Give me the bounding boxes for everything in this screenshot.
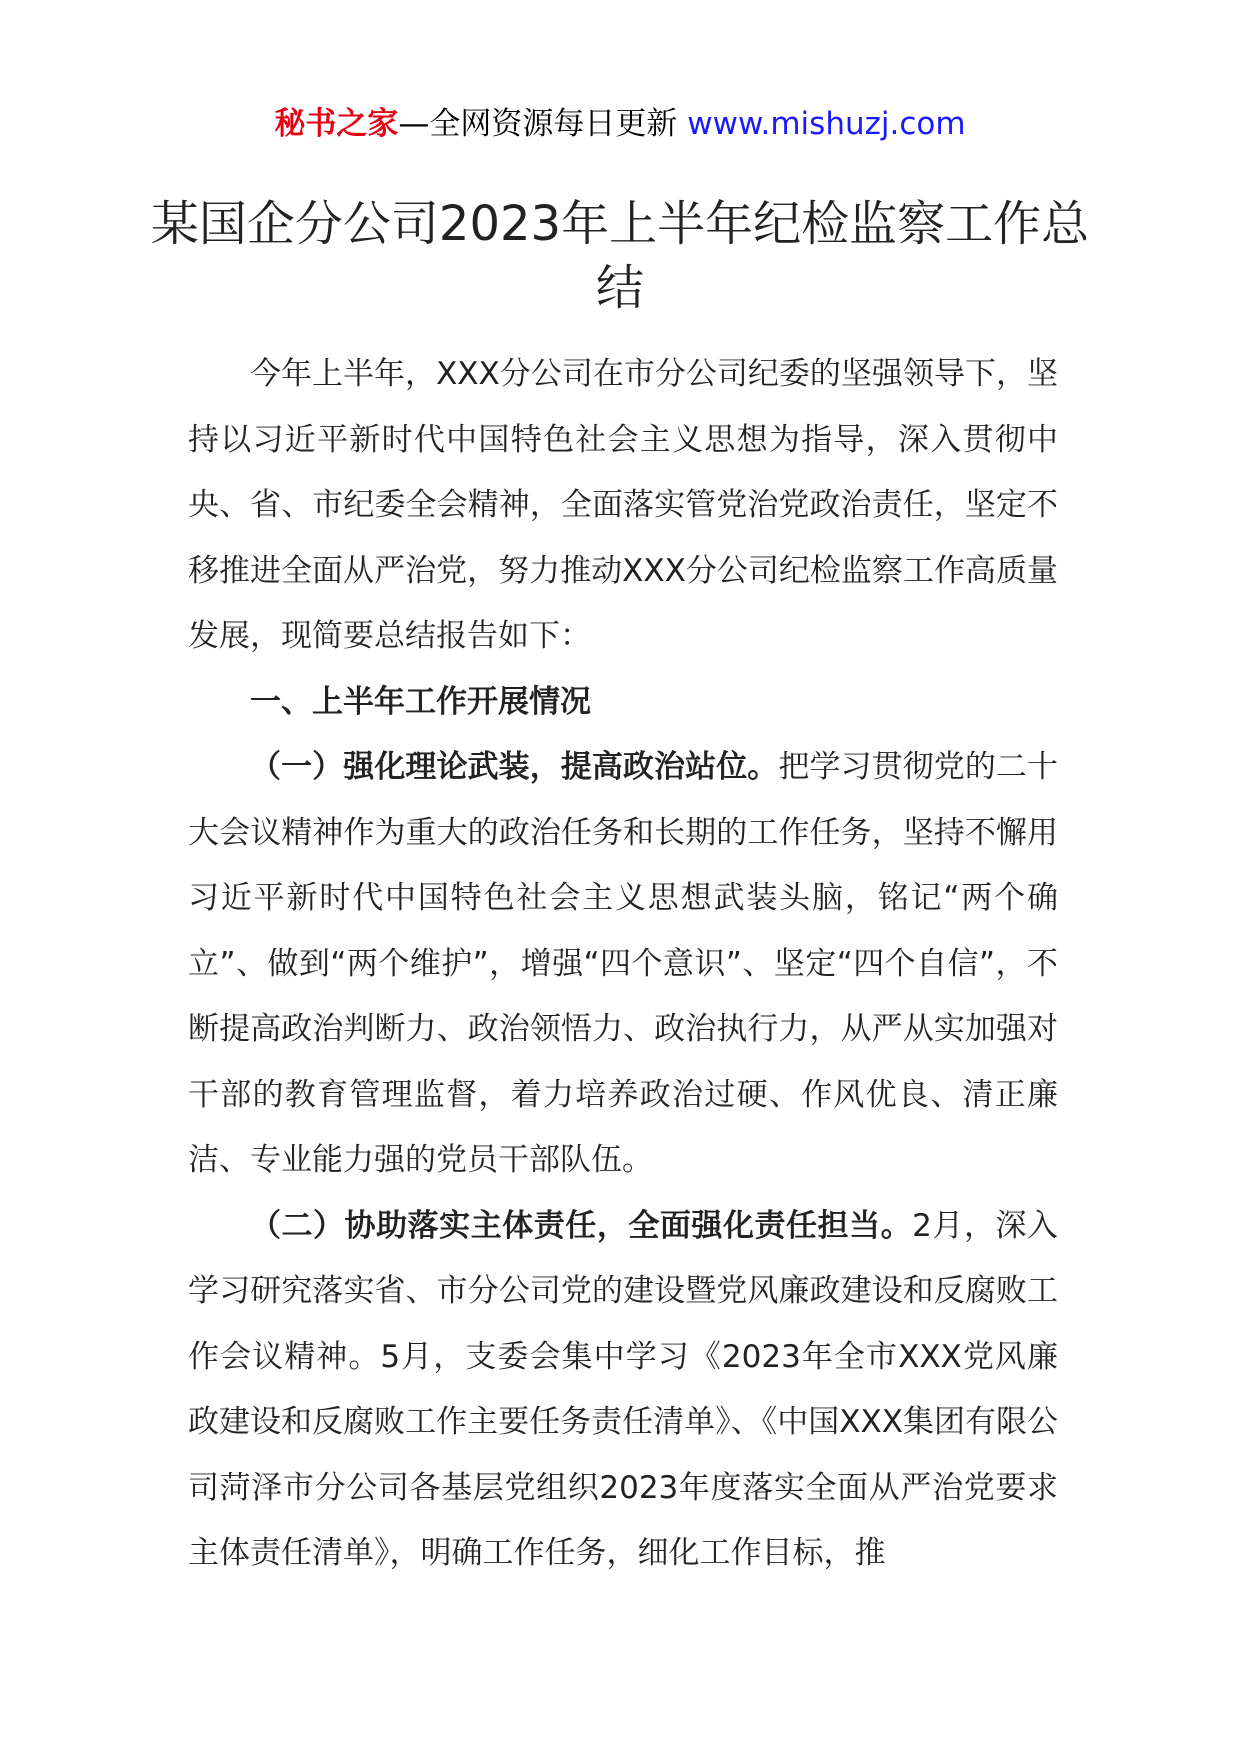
brand-name: 秘书之家 — [274, 106, 399, 142]
item-1-body: 把学习贯彻党的二十大会议精神作为重大的政治任务和长期的工作任务，坚持不懈用习近平新时代中国特色社会主义思想武装头脑，铭记“两个确立”、做到“两个维护”，增强“四个意识”、坚定“四个自信”，不断提高政治判断力、政治领悟力、政治执行力，从严从实加强对干部的教育管理监督，着力培养政治过硬、作风优良、清正廉洁、专业能力强的党员干部队伍。 — [188, 749, 1058, 1178]
site-url-link[interactable]: www.mishuzj.com — [687, 106, 966, 142]
item-2-lead: （二）协助落实主体责任，全面强化责任担当。 — [250, 1207, 913, 1244]
intro-paragraph: 今年上半年，XXX分公司在市分公司纪委的坚强领导下，坚持以习近平新时代中国特色社会主义思想为指导，深入贯彻中央、省、市纪委全会精神，全面落实管党治党政治责任，坚定不移推进全面从严治党，努力推动XXX分公司纪检监察工作高质量发展，现简要总结报告如下： — [188, 356, 1058, 654]
section-heading: 一、上半年工作开展情况 — [250, 683, 591, 720]
document-title: 某国企分公司2023年上半年纪检监察工作总结 — [150, 196, 1090, 316]
item-paragraph-2 — [188, 1194, 1058, 1587]
header-tagline: —全网资源每日更新 — [398, 106, 688, 142]
item-2-body: 2月，深入学习研究落实省、市分公司党的建设暨党风廉政建设和反腐败工作会议精神。5月，支委会集中学习《2023年全市XXX党风廉政建设和反腐败工作主要任务责任清单》、《中国XXX集团有限公司菏泽市分公司各基层党组织2023年度落实全面从严治党要求主体责任清单》，明确工作任务，细化工作目标，推 — [188, 1207, 1059, 1571]
item-paragraph-1 — [188, 735, 1058, 1194]
item-1-lead: （一）强化理论武装，提高政治站位。 — [250, 749, 779, 785]
document-body — [188, 342, 1058, 1587]
header-banner — [0, 104, 1240, 144]
